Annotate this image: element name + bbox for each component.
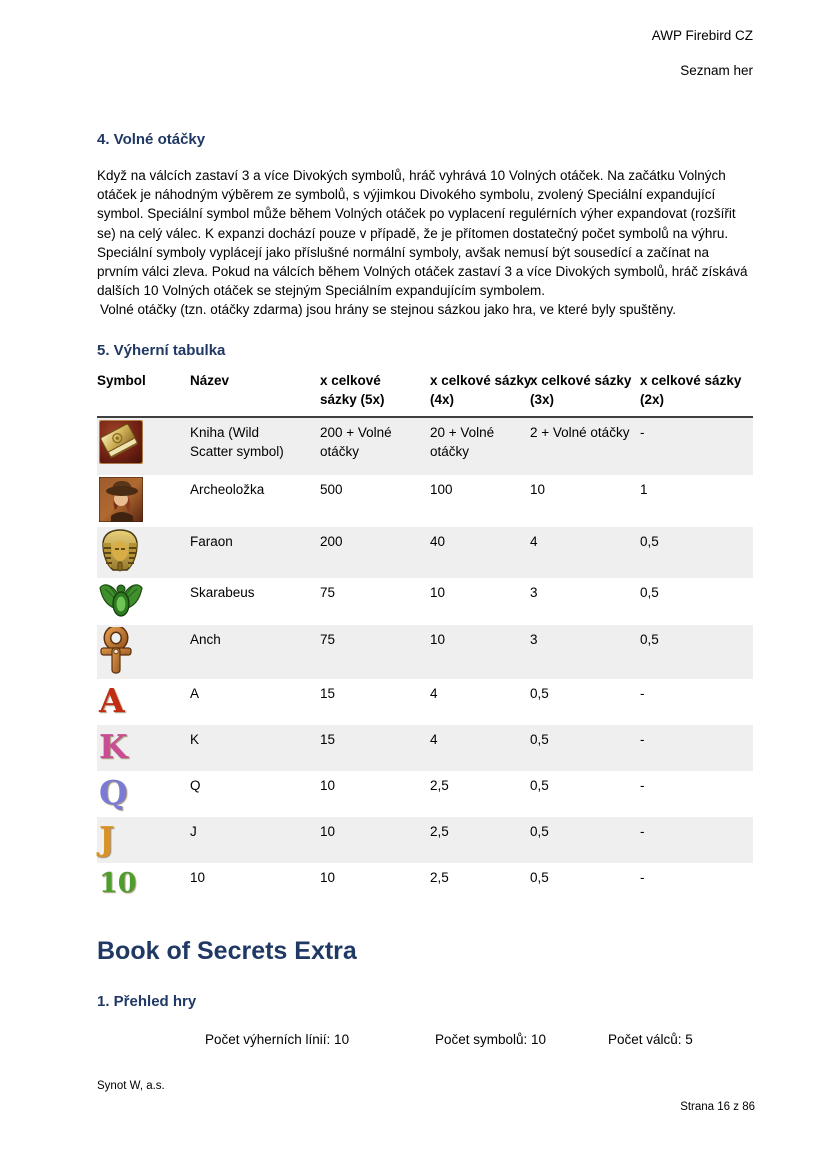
paytable-value: 4 — [430, 685, 438, 701]
paytable-value: - — [640, 823, 645, 839]
paytable-value: 10 — [530, 481, 546, 497]
paytable-value: 100 — [430, 481, 453, 497]
paytable-body — [97, 417, 753, 909]
paytable-symbol-cell — [97, 771, 190, 817]
paytable-value: 75 — [320, 631, 336, 647]
paytable-value: 10 — [430, 584, 446, 600]
paytable-symbol-name: Kniha (Wild Scatter symbol) — [190, 424, 284, 459]
paytable-value: 0,5 — [530, 685, 549, 701]
paytable-value: 10 — [430, 631, 446, 647]
footer-page-number: Strana 16 z 86 — [680, 1101, 755, 1113]
paytable-value: 2,5 — [430, 869, 449, 885]
paytable-row — [97, 679, 753, 725]
paytable-row — [97, 475, 753, 527]
paytable-row — [97, 578, 753, 625]
paytable-symbol-name: A — [190, 685, 200, 701]
paytable-col-header: Symbol — [97, 371, 190, 417]
paytable-symbol-cell — [97, 679, 190, 725]
paytable-row — [97, 625, 753, 679]
stat-paylines: Počet výherních línií: 10 — [205, 1031, 350, 1047]
paytable-value: 10 — [320, 823, 336, 839]
paytable-value: 0,5 — [640, 584, 659, 600]
scarab-icon — [99, 580, 143, 620]
paytable-value: 0,5 — [640, 533, 659, 549]
paytable-symbol-cell — [97, 863, 190, 909]
paytable-value: 4 — [530, 533, 538, 549]
paytable-value: 200 — [320, 533, 343, 549]
paytable-symbol-name: 10 — [190, 869, 206, 885]
paytable-value: 3 — [530, 631, 538, 647]
letter-j-icon: J — [99, 818, 115, 858]
paytable-symbol-name: Anch — [190, 631, 221, 647]
paytable-symbol-name: J — [190, 823, 197, 839]
paytable-value: 0,5 — [640, 631, 659, 647]
paytable-value: - — [640, 731, 645, 747]
paytable-heading: 5. Výherní tabulka — [97, 341, 226, 359]
paytable-value: 4 — [430, 731, 438, 747]
paytable-col-header: x celkové sázky (2x) — [640, 371, 753, 417]
paytable-value: 1 — [640, 481, 648, 497]
letter-a-icon: A — [99, 680, 125, 720]
paytable-value: 3 — [530, 584, 538, 600]
paytable-row — [97, 725, 753, 771]
paytable-symbol-name: Archeoložka — [190, 481, 265, 497]
paytable-value: 2 + Volné otáčky — [530, 424, 630, 440]
paytable-value: 500 — [320, 481, 343, 497]
paytable-row — [97, 817, 753, 863]
paytable-col-header: x celkové sázky (4x) — [430, 371, 530, 417]
paytable-value: 0,5 — [530, 731, 549, 747]
paytable-row — [97, 863, 753, 909]
stat-symbols: Počet symbolů: 10 — [435, 1031, 547, 1047]
paytable-symbol-name: Q — [190, 777, 201, 793]
paytable-row — [97, 527, 753, 578]
ankh-icon — [99, 627, 133, 674]
paytable-value: - — [640, 869, 645, 885]
game-stats — [97, 1032, 753, 1052]
game-title: Book of Secrets Extra — [97, 936, 357, 965]
doc-header-subtitle: Seznam her — [680, 63, 753, 78]
paytable-symbol-name: Skarabeus — [190, 584, 255, 600]
paytable-value: 0,5 — [530, 823, 549, 839]
letter-q-icon: Q — [99, 772, 128, 812]
paytable-value: - — [640, 424, 645, 440]
paytable-row — [97, 417, 753, 475]
doc-header-product: AWP Firebird CZ — [651, 28, 753, 43]
paytable-symbol-cell — [97, 725, 190, 771]
free-spins-note: Volné otáčky (tzn. otáčky zdarma) jsou hrány se stejnou sázkou jako hra, ve které byly spuštěny. — [100, 302, 677, 318]
paytable-symbol-cell — [97, 578, 190, 625]
paytable-symbol-cell — [97, 625, 190, 679]
paytable-value: 2,5 — [430, 823, 449, 839]
paytable-symbol-cell — [97, 417, 190, 475]
paytable-col-header: x celkové sázky (5x) — [320, 371, 430, 417]
paytable-value: 10 — [320, 869, 336, 885]
paytable-header — [97, 371, 753, 417]
paytable-symbol-cell — [97, 475, 190, 527]
overview-heading: 1. Přehled hry — [97, 992, 197, 1010]
paytable-symbol-cell — [97, 817, 190, 863]
letter-k-icon: K — [99, 726, 128, 766]
paytable-value: 0,5 — [530, 869, 549, 885]
paytable-header-row — [97, 371, 753, 417]
paytable-value: 200 + Volné otáčky — [320, 424, 392, 459]
paytable-symbol-name: K — [190, 731, 200, 747]
paytable-value: 75 — [320, 584, 336, 600]
page-content — [97, 0, 753, 1052]
paytable-value: 2,5 — [430, 777, 449, 793]
paytable-row — [97, 771, 753, 817]
paytable-value: - — [640, 777, 645, 793]
paytable-symbol-name: Faraon — [190, 533, 233, 549]
paytable-value: 40 — [430, 533, 446, 549]
archeologist-icon — [99, 477, 143, 522]
footer-company: Synot W, a.s. — [97, 1080, 165, 1092]
paytable-col-header: x celkové sázky (3x) — [530, 371, 640, 417]
paytable-symbol-cell — [97, 527, 190, 578]
paytable-value: 15 — [320, 685, 336, 701]
paytable-col-header: Název — [190, 371, 320, 417]
paytable-value: 0,5 — [530, 777, 549, 793]
book-wild-scatter-icon — [99, 420, 143, 464]
stat-reels: Počet válců: 5 — [608, 1031, 693, 1047]
paytable — [97, 371, 753, 909]
free-spins-heading: 4. Volné otáčky — [97, 131, 206, 148]
pharaoh-icon — [99, 529, 141, 573]
paytable-value: - — [640, 685, 645, 701]
paytable-value: 15 — [320, 731, 336, 747]
free-spins-paragraph: Když na válcích zastaví 3 a více Divokých symbolů, hráč vyhrává 10 Volných otáček. Na začátku Volných otáček je náhodným výběrem ze symbolů, s výjimkou Divokého symbolu, zvolený Speciální expandující symbol. Speciální symbol může během Volných otáček po vyplacení regulérních výher expandovat (rozšířit se) na celý válec. K expanzi dochází pouze v případě, že je přítomen dostatečný počet symbolů na výhru. Speciální symboly vyplácejí jako příslušné normální symboly, avšak nemusí být sousedící a začínat na prvním válci zleva. Pokud na válcích během Volných otáček zastaví 3 a více Divokých symbolů, hráč získává dalších 10 Volných otáček se stejným Speciálním expandujícím symbolem. — [97, 168, 748, 299]
number-10-icon: 10 — [99, 867, 137, 899]
paytable-value: 20 + Volné otáčky — [430, 424, 495, 459]
paytable-value: 10 — [320, 777, 336, 793]
